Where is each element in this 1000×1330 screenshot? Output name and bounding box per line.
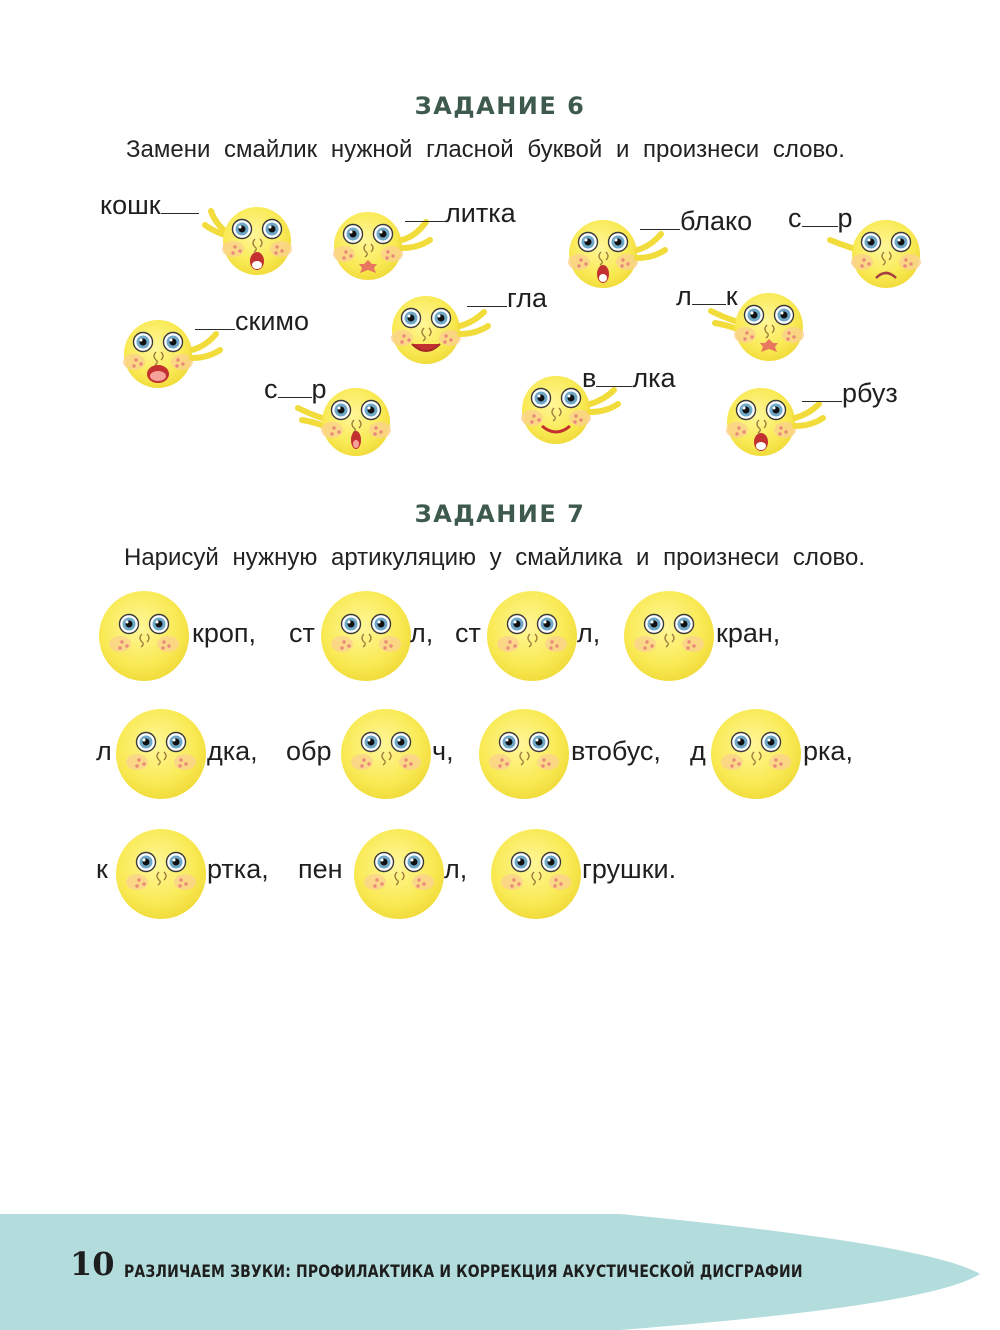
smiley-icon bbox=[115, 708, 207, 800]
task-7-title: ЗАДАНИЕ 7 bbox=[414, 500, 586, 528]
word-rbuz: рбуз bbox=[802, 380, 898, 407]
word-l-dka-a: л bbox=[96, 736, 112, 766]
smiley-icon bbox=[292, 388, 402, 460]
word-grushki: грушки. bbox=[582, 854, 677, 884]
smiley-icon bbox=[353, 828, 445, 920]
word-s-r-1: с р bbox=[788, 203, 853, 233]
word-l-2: л, bbox=[577, 618, 601, 648]
word-kran: кран, bbox=[716, 618, 781, 648]
task-7-instruction: Нарисуй нужную артикуляцию у смайлика и произнеси слово. bbox=[124, 544, 865, 571]
word-obr: обр bbox=[286, 736, 332, 766]
smiley-icon bbox=[478, 708, 570, 800]
task-6-title: ЗАДАНИЕ 6 bbox=[414, 92, 586, 120]
smiley-icon bbox=[710, 708, 802, 800]
smiley-icon bbox=[115, 828, 207, 920]
word-l-1: л, bbox=[410, 618, 434, 648]
word-vtobus: втобус, bbox=[571, 736, 661, 766]
word-litka: литка bbox=[405, 200, 516, 227]
task-6-instruction: Замени смайлик нужной гласной буквой и произнеси слово. bbox=[126, 136, 845, 163]
word-krop: кроп, bbox=[192, 618, 256, 648]
word-ch: ч, bbox=[432, 736, 454, 766]
smiley-icon bbox=[98, 590, 190, 682]
word-pen: пен bbox=[298, 854, 343, 884]
word-v-lka: в лка bbox=[582, 363, 676, 393]
smiley-icon bbox=[340, 708, 432, 800]
word-st-2: ст bbox=[455, 618, 481, 648]
smiley-icon bbox=[820, 218, 930, 290]
word-k: к bbox=[96, 854, 108, 884]
word-dka: дка, bbox=[207, 736, 258, 766]
page-number: 10 bbox=[70, 1245, 115, 1283]
footer-title: РАЗЛИЧАЕМ ЗВУКИ: ПРОФИЛАКТИКА И КОРРЕКЦИЯ АКУСТИЧЕСКОЙ ДИСГРАФИИ bbox=[124, 1262, 803, 1282]
word-l-3: л, bbox=[444, 854, 468, 884]
smiley-icon bbox=[490, 828, 582, 920]
smiley-icon bbox=[320, 590, 412, 682]
word-rtka: ртка, bbox=[207, 854, 269, 884]
word-skimo: скимо bbox=[195, 308, 309, 335]
word-d: д bbox=[690, 736, 706, 766]
word-st-1: ст bbox=[289, 618, 315, 648]
smiley-icon bbox=[705, 293, 815, 365]
smiley-icon bbox=[195, 205, 295, 275]
smiley-icon bbox=[486, 590, 578, 682]
word-s-r-2: с р bbox=[264, 374, 327, 404]
word-rka: рка, bbox=[803, 736, 853, 766]
word-blako: блако bbox=[640, 208, 752, 235]
word-koshk: кошк bbox=[100, 192, 199, 219]
word-l-k: л к bbox=[676, 281, 738, 311]
word-gla: гла bbox=[467, 285, 547, 312]
smiley-icon bbox=[623, 590, 715, 682]
